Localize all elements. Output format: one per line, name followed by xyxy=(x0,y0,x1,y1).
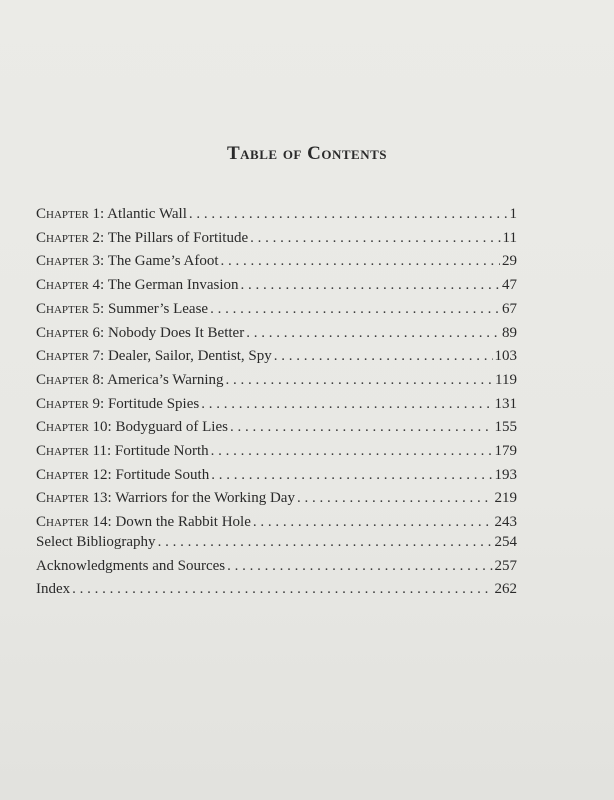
toc-row-chapter-11: Chapter 11: Fortitude North . . . 179 xyxy=(36,440,517,464)
dot-leader xyxy=(241,274,501,298)
dot-leader xyxy=(297,487,493,511)
page-number: 119 xyxy=(495,371,517,388)
chapter-title: Fortitude North xyxy=(114,443,209,460)
chapter-title: Warriors for the Working Day xyxy=(115,490,295,507)
chapter-prefix: Chapter 13 xyxy=(36,490,108,507)
dot-leader xyxy=(246,322,500,346)
page-number: 243 xyxy=(494,514,517,531)
chapter-prefix: Chapter 11 xyxy=(36,443,107,460)
entry-title: Select Bibliography xyxy=(36,534,156,550)
page-number: 179 xyxy=(494,443,517,460)
dot-leader xyxy=(226,369,494,393)
chapter-prefix: Chapter 6 xyxy=(36,324,101,341)
chapter-prefix: Chapter 7 xyxy=(36,348,101,365)
page-number: 262 xyxy=(494,581,517,598)
chapter-prefix: Chapter 9 xyxy=(36,395,101,412)
toc-row-acknowledgments xyxy=(36,555,517,579)
dot-leader xyxy=(211,440,493,464)
toc-row-chapter-12: Chapter 12: Fortitude South . . . 193 xyxy=(36,464,517,488)
page-number: 219 xyxy=(494,490,517,507)
toc-row-chapter-6: Chapter 6: Nobody Does It Better . . . 89 xyxy=(36,322,517,346)
page-number: 1 xyxy=(509,206,517,222)
toc-row-chapter-5: Chapter 5: Summer’s Lease . . . 67 xyxy=(36,298,517,322)
page-title: Table of Contents xyxy=(227,143,387,164)
toc-row-chapter-3: Chapter 3: The Game’s Afoot . . . 29 xyxy=(36,250,517,274)
dot-leader xyxy=(230,416,493,440)
chapter-list xyxy=(36,203,517,535)
entry-title: Acknowledgments and Sources xyxy=(36,557,226,574)
page-number: 67 xyxy=(502,300,517,317)
dot-leader xyxy=(72,578,492,602)
chapter-prefix: Chapter 14 xyxy=(36,514,108,531)
dot-leader xyxy=(210,298,500,322)
dot-leader xyxy=(250,227,500,251)
chapter-title: The Pillars of Fortitude xyxy=(107,229,249,246)
toc-row-chapter-7: Chapter 7: Dealer, Sailor, Dentist, Spy . . . 103 xyxy=(36,345,517,369)
chapter-title: Fortitude Spies xyxy=(107,395,200,412)
toc-row-chapter-10: Chapter 10: Bodyguard of Lies . . . 155 xyxy=(36,416,517,440)
page-number: 155 xyxy=(494,419,517,436)
chapter-title: Down the Rabbit Hole xyxy=(115,514,251,531)
toc-row-bibliography xyxy=(36,531,517,555)
page-number: 11 xyxy=(502,229,517,246)
toc-row-chapter-4: Chapter 4: The German Invasion . . . 47 xyxy=(36,274,517,298)
page-number: 254 xyxy=(494,534,517,550)
chapter-title: Summer’s Lease xyxy=(107,300,209,317)
page-number: 47 xyxy=(502,277,517,294)
dot-leader xyxy=(227,555,492,579)
chapter-title: Fortitude South xyxy=(115,466,210,483)
dot-leader xyxy=(274,345,493,369)
entry-title: Index xyxy=(36,581,71,598)
chapter-title: Bodyguard of Lies xyxy=(115,419,228,436)
toc-row-chapter-1: Chapter 1: Atlantic Wall . . . 1 xyxy=(36,203,517,227)
toc-row-chapter-14: Chapter 14: Down the Rabbit Hole . . . 243 xyxy=(36,511,517,535)
chapter-title: America’s Warning xyxy=(107,371,224,388)
dot-leader xyxy=(201,393,492,417)
page-number: 131 xyxy=(494,395,517,412)
chapter-prefix: Chapter 12 xyxy=(36,466,108,483)
chapter-prefix: Chapter 2 xyxy=(36,229,101,246)
page-number: 89 xyxy=(502,324,517,341)
toc-row-chapter-2: Chapter 2: The Pillars of Fortitude . . . 11 xyxy=(36,227,517,251)
chapter-title: Dealer, Sailor, Dentist, Spy xyxy=(107,348,272,365)
chapter-prefix: Chapter 5 xyxy=(36,300,101,317)
chapter-prefix: Chapter 3 xyxy=(36,253,101,270)
toc-row-chapter-8: Chapter 8: America’s Warning . . . 119 xyxy=(36,369,517,393)
chapter-title: The Game’s Afoot xyxy=(107,253,219,270)
dot-leader xyxy=(158,531,493,555)
back-matter-list xyxy=(36,531,517,602)
toc-row-chapter-9: Chapter 9: Fortitude Spies . . . 131 xyxy=(36,393,517,417)
dot-leader xyxy=(189,203,508,227)
chapter-prefix: Chapter 8 xyxy=(36,371,101,388)
page-number: 193 xyxy=(494,466,517,483)
toc-row-index xyxy=(36,578,517,602)
page-number: 103 xyxy=(494,348,517,365)
chapter-title: Nobody Does It Better xyxy=(107,324,245,341)
chapter-title: The German Invasion xyxy=(107,277,239,294)
toc-row-chapter-13: Chapter 13: Warriors for the Working Day . . . 219 xyxy=(36,487,517,511)
page-number: 29 xyxy=(502,253,517,270)
chapter-title: Atlantic Wall xyxy=(107,206,187,222)
dot-leader xyxy=(221,250,500,274)
chapter-prefix: Chapter 10 xyxy=(36,419,108,436)
page-number: 257 xyxy=(494,557,517,574)
chapter-prefix: Chapter 1 xyxy=(36,206,101,222)
dot-leader xyxy=(211,464,492,488)
chapter-prefix: Chapter 4 xyxy=(36,277,101,294)
